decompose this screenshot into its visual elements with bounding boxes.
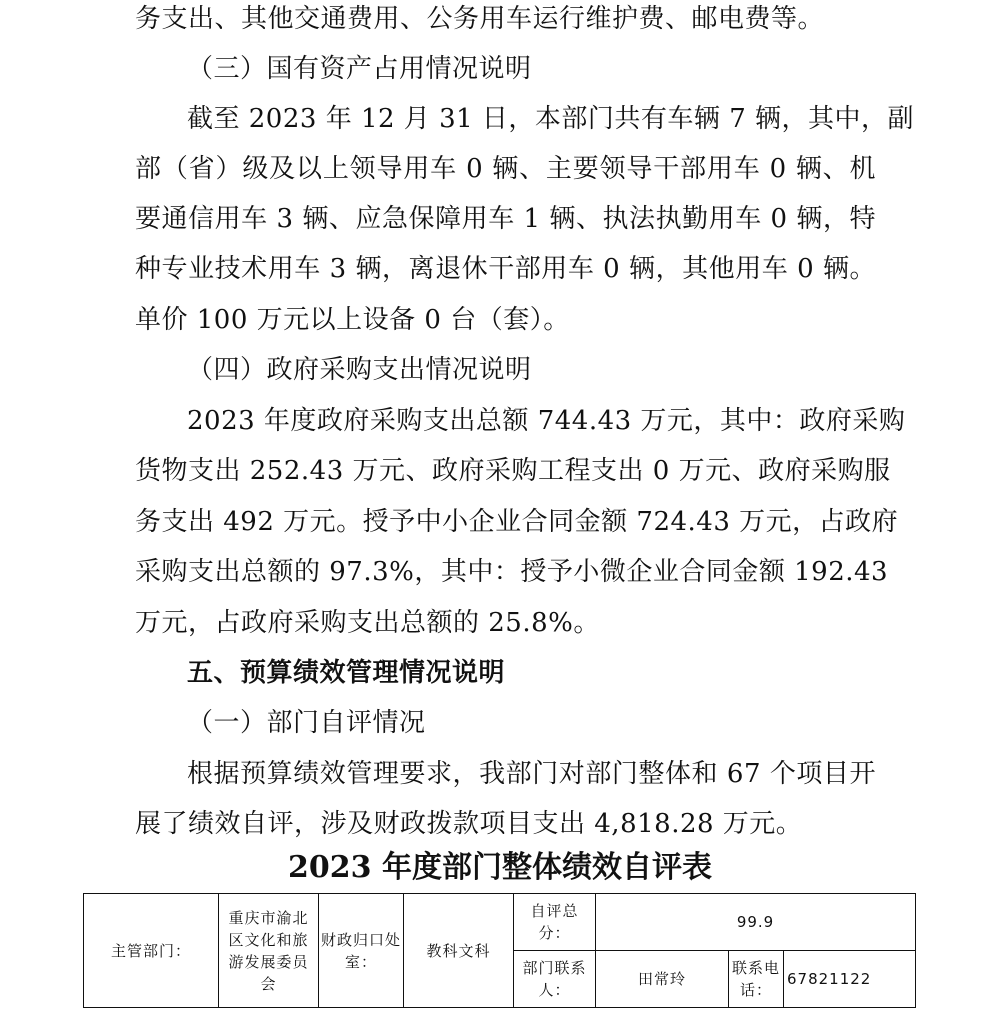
dept-value-cell: [219, 894, 319, 1008]
body-line: 采购支出总额的 97.3%，其中：授予小微企业合同金额 192.43: [135, 557, 889, 587]
body-line: 货物支出 252.43 万元、政府采购工程支出 0 万元、政府采购服: [135, 456, 891, 486]
body-line: 2023 年度政府采购支出总额 744.43 万元，其中：政府采购: [187, 406, 906, 436]
body-line: 务支出、其他交通费用、公务用车运行维护费、邮电费等。: [135, 4, 825, 34]
contact-label-cell: [514, 951, 596, 1008]
score-value-cell: [596, 894, 916, 951]
section-heading-4: （四）政府采购支出情况说明: [187, 355, 532, 385]
body-line: 展了绩效自评，涉及财政拨款项目支出 4,818.28 万元。: [135, 809, 803, 839]
phone-label: 联系电话：: [731, 959, 780, 999]
subsection-heading: （一）部门自评情况: [187, 708, 426, 738]
dept-value-line: 会: [260, 974, 277, 993]
body-line: 截至 2023 年 12 月 31 日，本部门共有车辆 7 辆，其中，副: [187, 104, 914, 134]
performance-table: [83, 893, 916, 1008]
finance-label-cell: [319, 894, 404, 1008]
body-line: 根据预算绩效管理要求，我部门对部门整体和 67 个项目开: [187, 759, 876, 789]
body-line: 种专业技术用车 3 辆，离退休干部用车 0 辆，其他用车 0 辆。: [135, 254, 876, 284]
score-label: 自评总分：: [530, 902, 579, 942]
score-label-cell: [514, 894, 596, 951]
section-heading-5: 五、预算绩效管理情况说明: [187, 658, 506, 688]
section-heading-3: （三）国有资产占用情况说明: [187, 54, 532, 84]
body-line: 部（省）级及以上领导用车 0 辆、主要领导干部用车 0 辆、机: [135, 154, 876, 184]
dept-label: 主管部门：: [110, 941, 191, 960]
finance-value: 教科文科: [426, 941, 491, 960]
body-line: 单价 100 万元以上设备 0 台（套）。: [135, 305, 570, 335]
body-line: 务支出 492 万元。授予中小企业合同金额 724.43 万元，占政府: [135, 507, 899, 537]
phone-value-cell: [784, 951, 916, 1008]
dept-value-line: 重庆市渝北: [228, 908, 309, 927]
contact-label: 部门联系人：: [522, 959, 587, 999]
contact-value: 田常玲: [637, 970, 686, 988]
body-line: 万元，占政府采购支出总额的 25.8%。: [135, 608, 600, 638]
finance-value-cell: [404, 894, 514, 1008]
score-value: 99.9: [736, 913, 775, 931]
phone-value: 67821122: [787, 970, 872, 988]
phone-label-cell: [729, 951, 784, 1008]
dept-value-line: 游发展委员: [228, 952, 309, 971]
table-title: 2023 年度部门整体绩效自评表: [288, 850, 712, 885]
contact-value-cell: [596, 951, 729, 1008]
finance-label: 财政归口处室：: [321, 930, 402, 971]
dept-value-line: 区文化和旅: [228, 930, 309, 949]
dept-label-cell: [84, 894, 219, 1008]
body-line: 要通信用车 3 辆、应急保障用车 1 辆、执法执勤用车 0 辆，特: [135, 204, 876, 234]
